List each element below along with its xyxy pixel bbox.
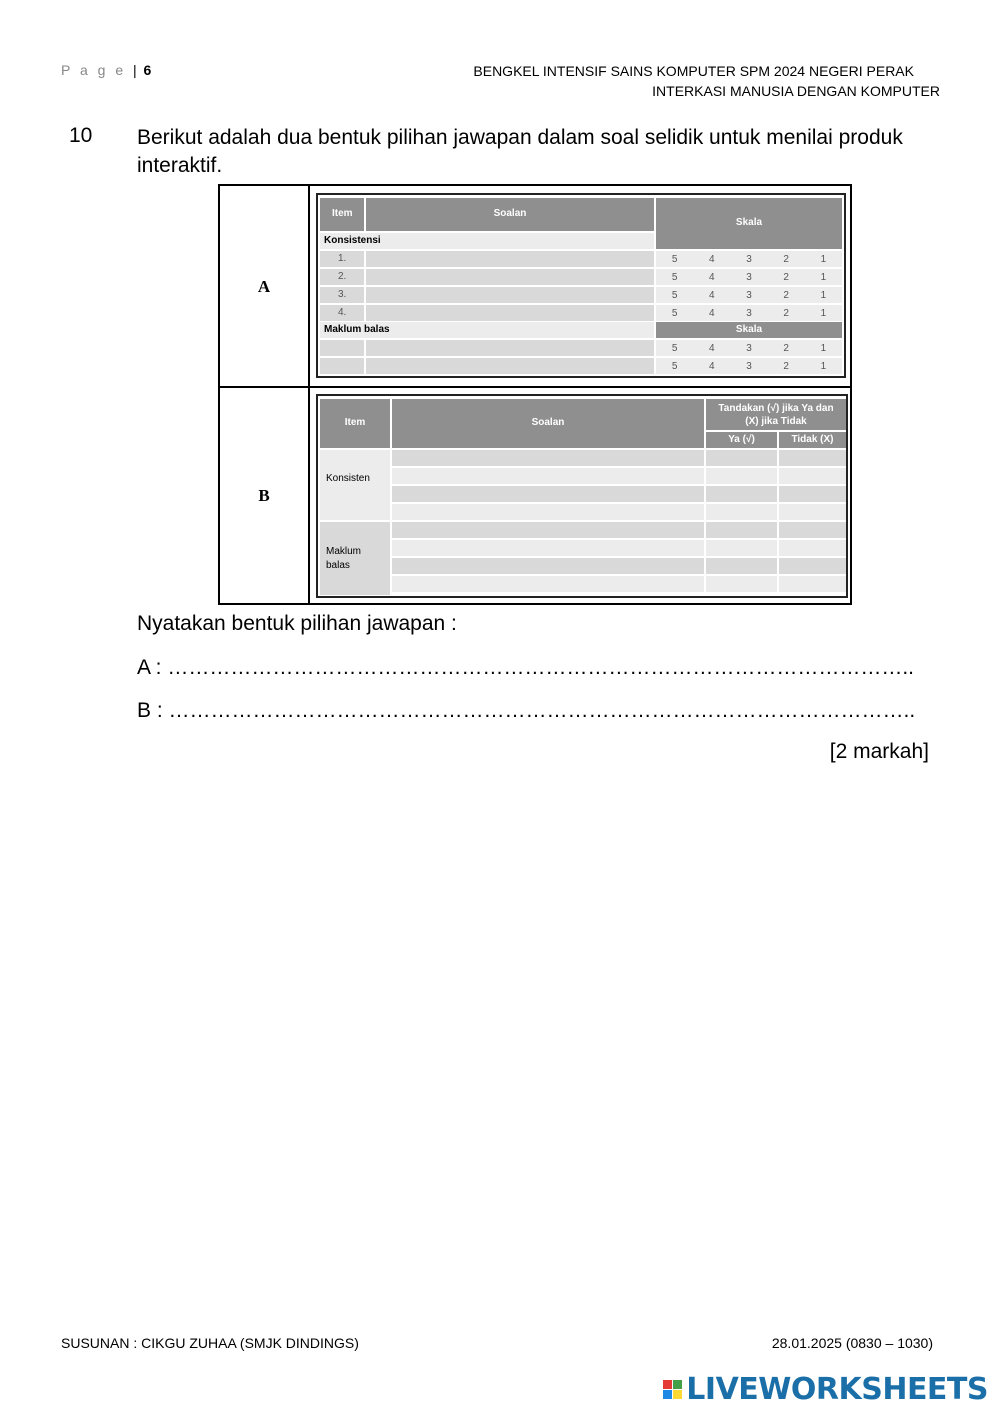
scale-value: 4	[709, 289, 715, 301]
scale-value: 5	[671, 289, 678, 301]
footer-date: 28.01.2025 (0830 – 1030)	[771, 1335, 933, 1351]
liveworksheets-logo	[663, 1372, 988, 1407]
table-a-section-konsistensi: Konsistensi	[320, 233, 654, 249]
table-b-ya-cell	[706, 540, 777, 556]
table-b-tidak-cell	[779, 540, 846, 556]
table-b-tidak-cell	[779, 450, 846, 466]
scale-value: 1	[820, 271, 827, 283]
scale-value: 4	[709, 271, 715, 283]
marks-label: [2 markah]	[829, 740, 929, 763]
table-b-checklist	[316, 394, 848, 598]
brand-text: LIVEWORKSHEETS	[686, 1372, 988, 1407]
scale-value: 5	[671, 360, 678, 372]
table-b-tidak-cell	[779, 504, 846, 520]
table-a-item-number: 2.	[320, 269, 364, 285]
table-a-question-cell	[366, 358, 654, 374]
scale-value: 4	[709, 253, 715, 265]
scale-value: 5	[671, 253, 678, 265]
table-a-question-cell	[366, 287, 654, 303]
table-a-question-cell	[366, 269, 654, 285]
table-a-scale-cell	[656, 358, 842, 374]
table-a-item-number: 4.	[320, 305, 364, 321]
table-b-ya-cell	[706, 576, 777, 592]
scale-value: 3	[746, 307, 752, 319]
table-a-question-cell	[366, 340, 654, 356]
table-b-tidak-cell	[779, 468, 846, 484]
document-header	[473, 61, 940, 101]
table-b-question-cell	[392, 522, 704, 538]
footer-author: SUSUNAN : CIKGU ZUHAA (SMJK DINDINGS)	[61, 1335, 359, 1351]
scale-value: 3	[746, 253, 752, 265]
page-word: P a g e	[61, 62, 127, 78]
answer-line-b[interactable]: B : ……………………………………………………………………………………………..	[137, 699, 916, 722]
table-a-header-skala-2: Skala	[656, 322, 842, 338]
table-b-question-cell	[392, 558, 704, 574]
header-title-line1: BENGKEL INTENSIF SAINS KOMPUTER SPM 2024 NEGERI PERAK	[473, 63, 914, 79]
table-b-question-cell	[392, 468, 704, 484]
table-b-group-konsisten: Konsisten	[320, 450, 390, 520]
table-b-ya-cell	[706, 504, 777, 520]
scale-value: 3	[746, 360, 752, 372]
question-number: 10	[69, 124, 93, 147]
label-a: A	[257, 277, 271, 296]
table-b-header-tandakan: Tandakan (√) jika Ya dan (X) jika Tidak	[706, 399, 846, 430]
scale-value: 2	[783, 342, 789, 354]
scale-value: 3	[746, 271, 752, 283]
table-b-question-cell	[392, 450, 704, 466]
table-b-ya-cell	[706, 486, 777, 502]
table-b-header-tidak: Tidak (X)	[779, 432, 846, 448]
table-b-ya-cell	[706, 468, 777, 484]
table-b-ya-cell	[706, 558, 777, 574]
table-a-item-number	[320, 340, 364, 356]
table-b-ya-cell	[706, 450, 777, 466]
table-a-header-item: Item	[320, 198, 364, 231]
table-b-question-cell	[392, 540, 704, 556]
table-a-header-skala: Skala	[656, 198, 842, 249]
scale-value: 2	[783, 271, 789, 283]
scale-value: 2	[783, 289, 789, 301]
header-title-line2: INTERKASI MANUSIA DENGAN KOMPUTER	[652, 83, 940, 99]
table-b-tidak-cell	[779, 486, 846, 502]
table-b-question-cell	[392, 486, 704, 502]
scale-value: 1	[820, 360, 827, 372]
table-a-question-cell	[366, 251, 654, 267]
question-text: Berikut adalah dua bentuk pilihan jawapan dalam soal selidik untuk menilai produk interaktif.	[137, 126, 903, 177]
table-a-header-soalan: Soalan	[366, 198, 654, 231]
table-a-scale-cell	[656, 269, 842, 285]
table-a-scale-cell	[656, 251, 842, 267]
table-b-tidak-cell	[779, 522, 846, 538]
page-separator: |	[133, 62, 137, 78]
table-a-question-cell	[366, 305, 654, 321]
table-b-tidak-cell	[779, 558, 846, 574]
scale-value: 1	[820, 253, 827, 265]
table-a-item-number: 1.	[320, 251, 364, 267]
liveworksheets-icon	[663, 1380, 682, 1399]
page-number	[61, 62, 151, 78]
table-b-question-cell	[392, 576, 704, 592]
answer-line-a[interactable]: A : ……………………………………………………………………………………………..	[137, 656, 915, 679]
table-a-item-number: 3.	[320, 287, 364, 303]
scale-value: 4	[709, 342, 715, 354]
scale-value: 3	[746, 342, 752, 354]
scale-value: 2	[783, 307, 789, 319]
label-b: B	[258, 486, 270, 505]
scale-value: 4	[709, 360, 715, 372]
table-a-scale-cell	[656, 340, 842, 356]
page-number-value: 6	[143, 62, 152, 78]
table-b-ya-cell	[706, 522, 777, 538]
table-a-section-maklum-balas: Maklum balas	[320, 322, 654, 338]
scale-value: 3	[746, 289, 752, 301]
scale-value: 1	[820, 307, 827, 319]
scale-value: 2	[783, 253, 789, 265]
table-b-header-soalan: Soalan	[392, 399, 704, 448]
table-a-scale-cell	[656, 305, 842, 321]
scale-value: 1	[820, 289, 827, 301]
table-b-tidak-cell	[779, 576, 846, 592]
table-b-header-item: Item	[320, 399, 390, 448]
table-b-group-maklum-balas: Maklum balas	[320, 522, 390, 595]
scale-value: 4	[709, 307, 715, 319]
table-b-question-cell	[392, 504, 704, 520]
table-a-scale-cell	[656, 287, 842, 303]
table-b-header-ya: Ya (√)	[706, 432, 777, 448]
scale-value: 5	[671, 342, 678, 354]
scale-value: 1	[820, 342, 827, 354]
scale-value: 5	[671, 307, 678, 319]
scale-value: 2	[783, 360, 789, 372]
table-a-item-number	[320, 358, 364, 374]
table-a-likert	[316, 193, 846, 378]
answer-prompt: Nyatakan bentuk pilihan jawapan :	[137, 612, 457, 635]
scale-value: 5	[671, 271, 678, 283]
